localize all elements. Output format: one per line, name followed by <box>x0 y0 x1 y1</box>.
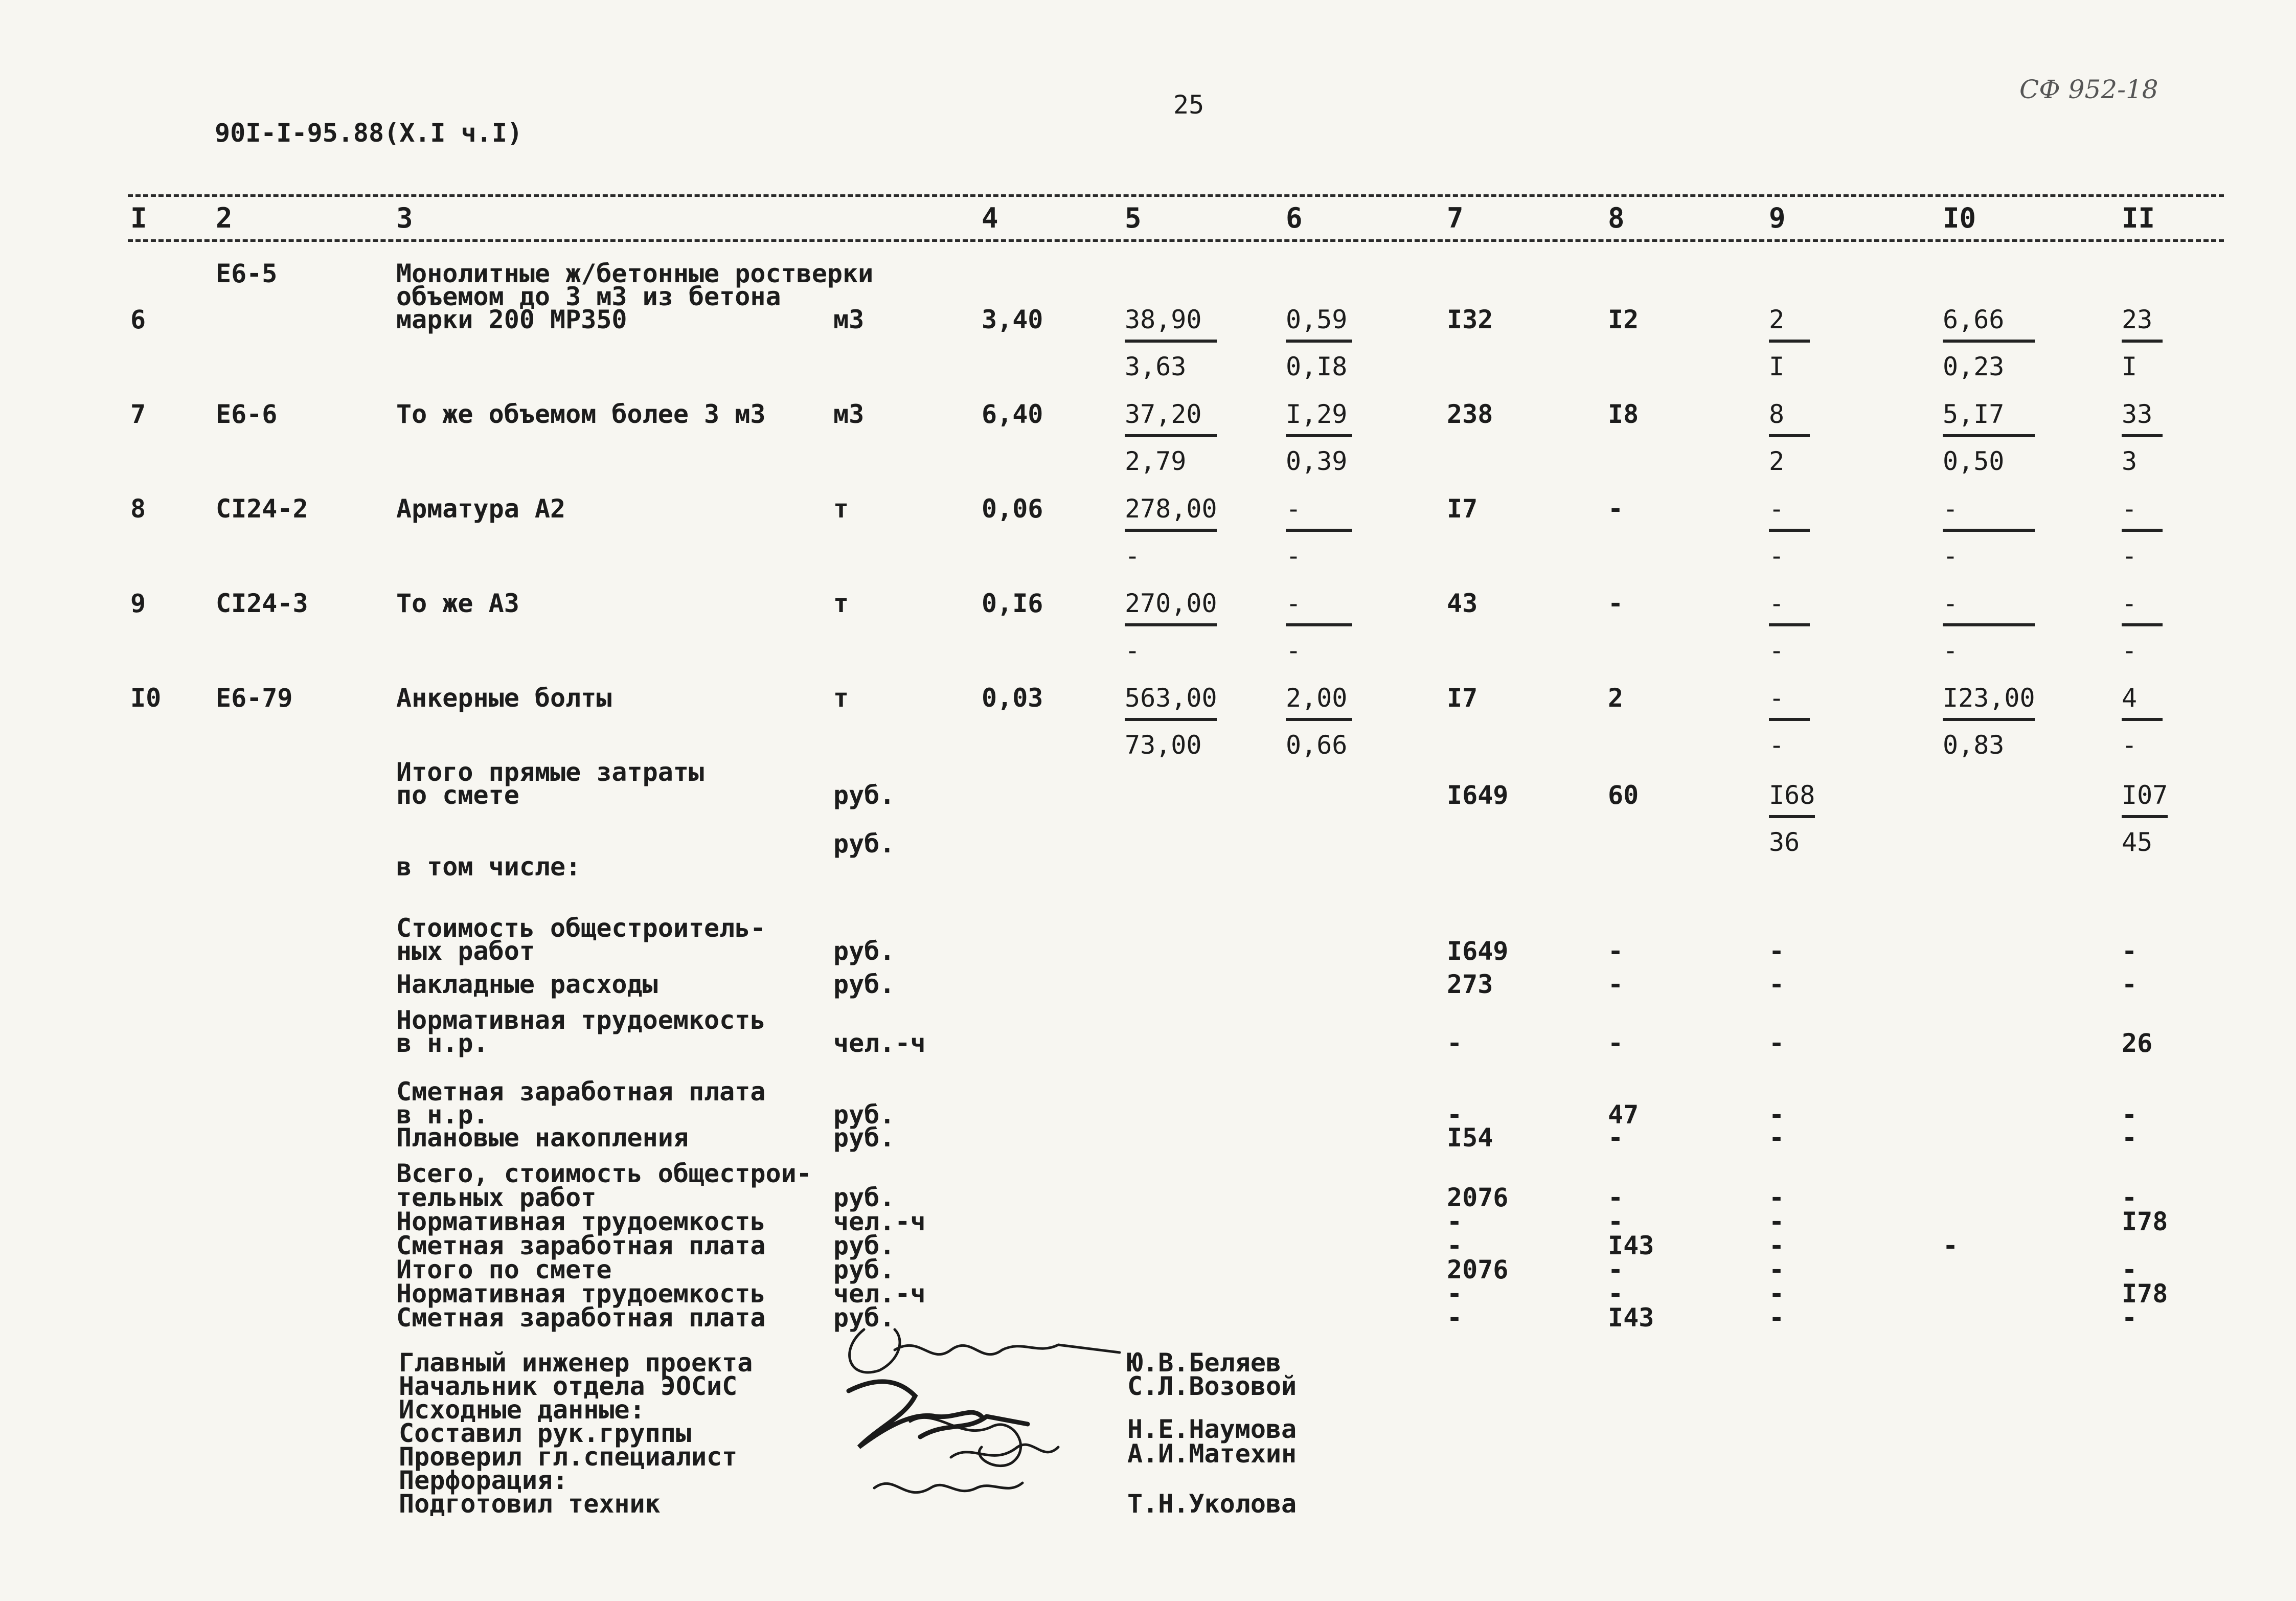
final-line-c7: - <box>1447 1207 1463 1236</box>
row-c9-value-denominator: I <box>1769 352 1785 381</box>
row-c5-value-denominator: 2,79 <box>1125 446 1187 476</box>
cost-item-label: в н.р. <box>396 1100 489 1130</box>
handwritten-signatures <box>818 1294 1135 1508</box>
row-c9-value-bar <box>1769 718 1810 721</box>
final-line-label: Нормативная трудоемкость <box>396 1279 766 1309</box>
row-c5-value-bar <box>1125 718 1217 721</box>
row-c9-value <box>1769 307 1810 379</box>
row-c9-value-bar <box>1769 340 1810 343</box>
row-number: I0 <box>130 683 162 713</box>
row-c10-value-denominator: 0,50 <box>1943 446 2005 476</box>
signature-role: Исходные данные: <box>399 1395 645 1425</box>
row-unit: т <box>833 494 849 524</box>
row-quantity: 3,40 <box>982 305 1043 334</box>
signatory-name: С.Л.Возовой <box>1127 1371 1297 1401</box>
row-c11-value-denominator: - <box>2122 636 2138 665</box>
signature-role: Начальник отдела ЭОСиС <box>399 1371 738 1401</box>
row-c6-value-bar <box>1286 718 1352 721</box>
row-c10-value-denominator: - <box>1943 636 1959 665</box>
cost-item-c11: - <box>2122 936 2138 966</box>
signature-stroke <box>951 1445 1058 1457</box>
final-line-label: Всего, стоимость общестрои- <box>396 1159 812 1188</box>
row-c6-value-numerator: 0,59 <box>1286 305 1348 334</box>
final-line-c8: I43 <box>1608 1231 1654 1260</box>
archive-mark: СФ 952-18 <box>2019 75 2158 104</box>
row-number: 8 <box>130 494 146 524</box>
row-c5-value-numerator: 278,00 <box>1125 494 1217 524</box>
cost-item-unit: чел.-ч <box>833 1028 926 1058</box>
row-c9-value-bar <box>1769 623 1810 626</box>
column-header-4: 4 <box>982 202 998 234</box>
final-line-c11: - <box>2122 1255 2138 1284</box>
final-line-c9: - <box>1769 1279 1785 1309</box>
row-c9-value-numerator: - <box>1769 589 1785 618</box>
row-c9-value-denominator: - <box>1769 730 1785 760</box>
final-line-c9: - <box>1769 1183 1785 1212</box>
final-line-c8: - <box>1608 1207 1624 1236</box>
column-header-6: 6 <box>1286 202 1303 234</box>
row-c11-value-numerator: 33 <box>2122 399 2153 429</box>
final-line-unit: чел.-ч <box>833 1279 926 1309</box>
signature-stroke <box>849 1382 1028 1447</box>
cost-item-label: Плановые накопления <box>396 1123 689 1153</box>
column-header-8: 8 <box>1608 202 1625 234</box>
row-c11-value <box>2122 496 2163 569</box>
row-code: СI24-2 <box>216 494 308 524</box>
row-c10-value <box>1943 685 2035 758</box>
row-number: 9 <box>130 589 146 618</box>
final-line-c11: - <box>2122 1183 2138 1212</box>
row-c9-value-denominator: - <box>1769 636 1785 665</box>
direct-total-c7: I649 <box>1447 780 1509 810</box>
row-c9-value-bar <box>1769 529 1810 532</box>
row-c11-value <box>2122 591 2163 663</box>
row-c11-value-numerator: 4 <box>2122 683 2138 713</box>
row-c9-value <box>1769 401 1810 474</box>
final-line-unit: руб. <box>833 1303 895 1333</box>
row-c11-value-numerator: - <box>2122 494 2138 524</box>
row-c9-value-denominator: 2 <box>1769 446 1785 476</box>
row-c10-value-denominator: - <box>1943 541 1959 571</box>
row-c5-value-numerator: 37,20 <box>1125 399 1202 429</box>
row-c5-value <box>1125 591 1217 663</box>
row-c11-value-numerator: - <box>2122 589 2138 618</box>
final-line-c11: - <box>2122 1303 2138 1333</box>
cost-item-label: Накладные расходы <box>396 969 658 999</box>
row-c11-value-denominator: - <box>2122 541 2138 571</box>
final-line-label: тельных работ <box>396 1183 597 1212</box>
row-c6-value-bar <box>1286 623 1352 626</box>
row-c8-value: - <box>1608 589 1624 618</box>
direct-total-c9-numerator: I68 <box>1769 780 1815 810</box>
row-quantity: 0,03 <box>982 683 1043 713</box>
final-line-unit: руб. <box>833 1255 895 1284</box>
column-header-2: 2 <box>216 202 233 234</box>
row-description: То же объемом более 3 м3 <box>396 399 766 429</box>
final-line-c8: - <box>1608 1279 1624 1309</box>
final-line-label: Итого по смете <box>396 1255 612 1284</box>
row-description: То же А3 <box>396 589 519 618</box>
row-number: 6 <box>130 305 146 334</box>
row-unit: т <box>833 683 849 713</box>
row-quantity: 0,I6 <box>982 589 1043 618</box>
row-c5-value <box>1125 496 1217 569</box>
row-c9-value <box>1769 496 1810 569</box>
final-line-c7: - <box>1447 1303 1463 1333</box>
row-code: Е6-6 <box>216 399 278 429</box>
row-c11-value-denominator: - <box>2122 730 2138 760</box>
row-c10-value-bar <box>1943 623 2035 626</box>
row-c6-value-bar <box>1286 340 1352 343</box>
row-c10-value-denominator: 0,23 <box>1943 352 2005 381</box>
direct-total-c11 <box>2122 782 2168 855</box>
row-code: Е6-79 <box>216 683 293 713</box>
row-c11-value-denominator: I <box>2122 352 2138 381</box>
final-line-unit: чел.-ч <box>833 1207 926 1236</box>
signature-role: Подготовил техник <box>399 1489 661 1519</box>
row-c11-value-bar <box>2122 340 2163 343</box>
final-line-label: Сметная заработная плата <box>396 1231 766 1260</box>
row-c7-value: I7 <box>1447 494 1478 524</box>
cost-item-c8: - <box>1608 936 1624 966</box>
cost-item-c11: - <box>2122 1123 2138 1153</box>
cost-item-unit: руб. <box>833 936 895 966</box>
column-header-5: 5 <box>1125 202 1142 234</box>
final-line-c11: I78 <box>2122 1279 2168 1309</box>
row-c7-value: 238 <box>1447 399 1493 429</box>
cost-item-c11: - <box>2122 969 2138 999</box>
row-code: СI24-3 <box>216 589 308 618</box>
row-c10-value-bar <box>1943 340 2035 343</box>
column-header-10: I0 <box>1943 202 1976 234</box>
row-c6-value-denominator: - <box>1286 636 1302 665</box>
row-c10-value-numerator: 5,I7 <box>1943 399 2005 429</box>
final-line-label: Сметная заработная плата <box>396 1303 766 1333</box>
row-description: Арматура А2 <box>396 494 566 524</box>
document-code: 90I-I-95.88(X.I ч.I) <box>215 118 523 148</box>
including-label: в том числе: <box>396 852 581 882</box>
row-c10-value-numerator: 6,66 <box>1943 305 2005 334</box>
row-c5-value-denominator: - <box>1125 636 1141 665</box>
cost-item-unit: руб. <box>833 969 895 999</box>
direct-total-label: Итого прямые затраты <box>396 757 704 787</box>
final-line-c11: I78 <box>2122 1207 2168 1236</box>
signature-stroke <box>874 1483 1022 1493</box>
final-line-c7: - <box>1447 1231 1463 1260</box>
row-c5-value-denominator: - <box>1125 541 1141 571</box>
row-code: Е6-5 <box>216 259 278 288</box>
row-c9-value <box>1769 685 1810 758</box>
row-c10-value <box>1943 591 2035 663</box>
cost-item-c7: - <box>1447 1100 1463 1130</box>
cost-item-label: ных работ <box>396 936 535 966</box>
row-unit: м3 <box>833 399 865 429</box>
final-line-c10: - <box>1943 1231 1959 1260</box>
cost-item-c7: 273 <box>1447 969 1493 999</box>
row-c9-value <box>1769 591 1810 663</box>
row-c11-value <box>2122 685 2163 758</box>
direct-total-c9-denominator: 36 <box>1769 827 1800 857</box>
column-header-7: 7 <box>1447 202 1464 234</box>
row-c5-value-bar <box>1125 434 1217 437</box>
row-c10-value-bar <box>1943 529 2035 532</box>
final-line-label: Нормативная трудоемкость <box>396 1207 766 1236</box>
row-c11-value-bar <box>2122 718 2163 721</box>
cost-item-c7: I54 <box>1447 1123 1493 1153</box>
signatory-name: Ю.В.Беляев <box>1127 1348 1282 1378</box>
row-c6-value-bar <box>1286 434 1352 437</box>
row-c5-value <box>1125 401 1217 474</box>
direct-total-unit: руб. <box>833 829 895 859</box>
row-c6-value-numerator: - <box>1286 589 1302 618</box>
cost-item-c11: 26 <box>2122 1028 2153 1058</box>
final-line-c9: - <box>1769 1303 1785 1333</box>
row-c9-value-numerator: - <box>1769 494 1785 524</box>
cost-item-label: Нормативная трудоемкость <box>396 1005 766 1035</box>
row-c9-value-numerator: 2 <box>1769 305 1785 334</box>
final-line-unit: руб. <box>833 1231 895 1260</box>
cost-item-c8: 47 <box>1608 1100 1639 1130</box>
final-line-c9: - <box>1769 1207 1785 1236</box>
row-c10-value <box>1943 307 2035 379</box>
column-header-9: 9 <box>1769 202 1786 234</box>
cost-item-c8: - <box>1608 1028 1624 1058</box>
cost-item-c9: - <box>1769 969 1785 999</box>
row-c6-value-numerator: I,29 <box>1286 399 1348 429</box>
final-line-c7: - <box>1447 1279 1463 1309</box>
cost-item-unit: руб. <box>833 1123 895 1153</box>
row-c8-value: 2 <box>1608 683 1624 713</box>
row-quantity: 0,06 <box>982 494 1043 524</box>
cost-item-c7: - <box>1447 1028 1463 1058</box>
final-line-c8: - <box>1608 1255 1624 1284</box>
row-c11-value-bar <box>2122 434 2163 437</box>
row-c10-value-numerator: I23,00 <box>1943 683 2035 713</box>
row-unit: м3 <box>833 305 865 334</box>
row-c9-value-numerator: - <box>1769 683 1785 713</box>
direct-total-unit: руб. <box>833 780 895 810</box>
signature-role: Проверил гл.специалист <box>399 1442 738 1472</box>
final-line-unit: руб. <box>833 1183 895 1212</box>
row-c7-value: 43 <box>1447 589 1478 618</box>
row-quantity: 6,40 <box>982 399 1043 429</box>
cost-item-unit: руб. <box>833 1100 895 1130</box>
page-number: 25 <box>1173 90 1204 120</box>
row-c6-value-numerator: - <box>1286 494 1302 524</box>
cost-item-c9: - <box>1769 1028 1785 1058</box>
signature-role: Перфорация: <box>399 1465 569 1495</box>
row-number: 7 <box>130 399 146 429</box>
row-c5-value-denominator: 73,00 <box>1125 730 1202 760</box>
row-description: Монолитные ж/бетонные ростверки <box>396 259 874 288</box>
header-rule-1 <box>128 194 2224 197</box>
row-c9-value-numerator: 8 <box>1769 399 1785 429</box>
row-c6-value <box>1286 307 1352 379</box>
cost-item-label: в н.р. <box>396 1028 489 1058</box>
row-c5-value <box>1125 685 1217 758</box>
row-c6-value <box>1286 685 1352 758</box>
signatory-name: Т.Н.Уколова <box>1127 1489 1297 1519</box>
cost-item-c9: - <box>1769 1100 1785 1130</box>
cost-item-c8: - <box>1608 969 1624 999</box>
direct-total-c8: 60 <box>1608 780 1639 810</box>
row-description: Анкерные болты <box>396 683 612 713</box>
row-description: марки 200 МР350 <box>396 305 627 334</box>
row-c8-value: I8 <box>1608 399 1639 429</box>
direct-total-c9 <box>1769 782 1815 855</box>
row-c5-value-bar <box>1125 529 1217 532</box>
row-c6-value-denominator: 0,66 <box>1286 730 1348 760</box>
cost-item-c7: I649 <box>1447 936 1509 966</box>
header-rule-2 <box>128 239 2224 242</box>
final-line-c7: 2076 <box>1447 1183 1509 1212</box>
signature-role: Главный инженер проекта <box>399 1348 753 1378</box>
row-c8-value: I2 <box>1608 305 1639 334</box>
row-c9-value-denominator: - <box>1769 541 1785 571</box>
row-c5-value-denominator: 3,63 <box>1125 352 1187 381</box>
row-c5-value-bar <box>1125 340 1217 343</box>
row-c6-value-denominator: 0,39 <box>1286 446 1348 476</box>
row-c9-value-bar <box>1769 434 1810 437</box>
row-c5-value-bar <box>1125 623 1217 626</box>
final-line-c7: 2076 <box>1447 1255 1509 1284</box>
direct-total-c11-denominator: 45 <box>2122 827 2153 857</box>
final-line-c9: - <box>1769 1255 1785 1284</box>
cost-item-c9: - <box>1769 1123 1785 1153</box>
row-c10-value-denominator: 0,83 <box>1943 730 2005 760</box>
row-c10-value-bar <box>1943 718 2035 721</box>
row-c6-value-numerator: 2,00 <box>1286 683 1348 713</box>
row-c11-value <box>2122 307 2163 379</box>
signature-role: Составил рук.группы <box>399 1418 691 1448</box>
cost-item-c8: - <box>1608 1123 1624 1153</box>
row-c7-value: I32 <box>1447 305 1493 334</box>
row-c5-value-numerator: 38,90 <box>1125 305 1202 334</box>
row-c10-value <box>1943 496 2035 569</box>
row-c11-value-bar <box>2122 623 2163 626</box>
final-line-c8: - <box>1608 1183 1624 1212</box>
row-c5-value <box>1125 307 1217 379</box>
row-c7-value: I7 <box>1447 683 1478 713</box>
cost-item-label: Стоимость общестроитель- <box>396 913 766 943</box>
column-header-3: 3 <box>396 202 413 234</box>
row-c6-value <box>1286 401 1352 474</box>
row-c6-value-denominator: 0,I8 <box>1286 352 1348 381</box>
cost-item-c9: - <box>1769 936 1785 966</box>
column-header-11: II <box>2122 202 2155 234</box>
final-line-c9: - <box>1769 1231 1785 1260</box>
row-c11-value-bar <box>2122 529 2163 532</box>
row-c10-value-numerator: - <box>1943 494 1959 524</box>
row-c8-value: - <box>1608 494 1624 524</box>
row-c11-value <box>2122 401 2163 474</box>
signature-stroke <box>850 1329 1120 1372</box>
row-c6-value <box>1286 591 1352 663</box>
direct-total-c11-numerator: I07 <box>2122 780 2168 810</box>
signatory-name: А.И.Матехин <box>1127 1439 1297 1469</box>
row-c5-value-numerator: 270,00 <box>1125 589 1217 618</box>
row-c11-value-numerator: 23 <box>2122 305 2153 334</box>
direct-total-label: по смете <box>396 780 519 810</box>
row-c6-value <box>1286 496 1352 569</box>
row-c6-value-denominator: - <box>1286 541 1302 571</box>
row-c11-value-denominator: 3 <box>2122 446 2138 476</box>
row-c10-value-bar <box>1943 434 2035 437</box>
row-c10-value-numerator: - <box>1943 589 1959 618</box>
row-c6-value-bar <box>1286 529 1352 532</box>
cost-item-c11: - <box>2122 1100 2138 1130</box>
row-c10-value <box>1943 401 2035 474</box>
cost-item-label: Сметная заработная плата <box>396 1077 766 1107</box>
row-unit: т <box>833 589 849 618</box>
final-line-c8: I43 <box>1608 1303 1654 1333</box>
row-c5-value-numerator: 563,00 <box>1125 683 1217 713</box>
row-description: объемом до 3 м3 из бетона <box>396 282 781 311</box>
signatory-name: Н.Е.Наумова <box>1127 1414 1297 1444</box>
column-header-1: I <box>130 202 147 234</box>
direct-total-c11-bar <box>2122 815 2168 818</box>
direct-total-c9-bar <box>1769 815 1815 818</box>
